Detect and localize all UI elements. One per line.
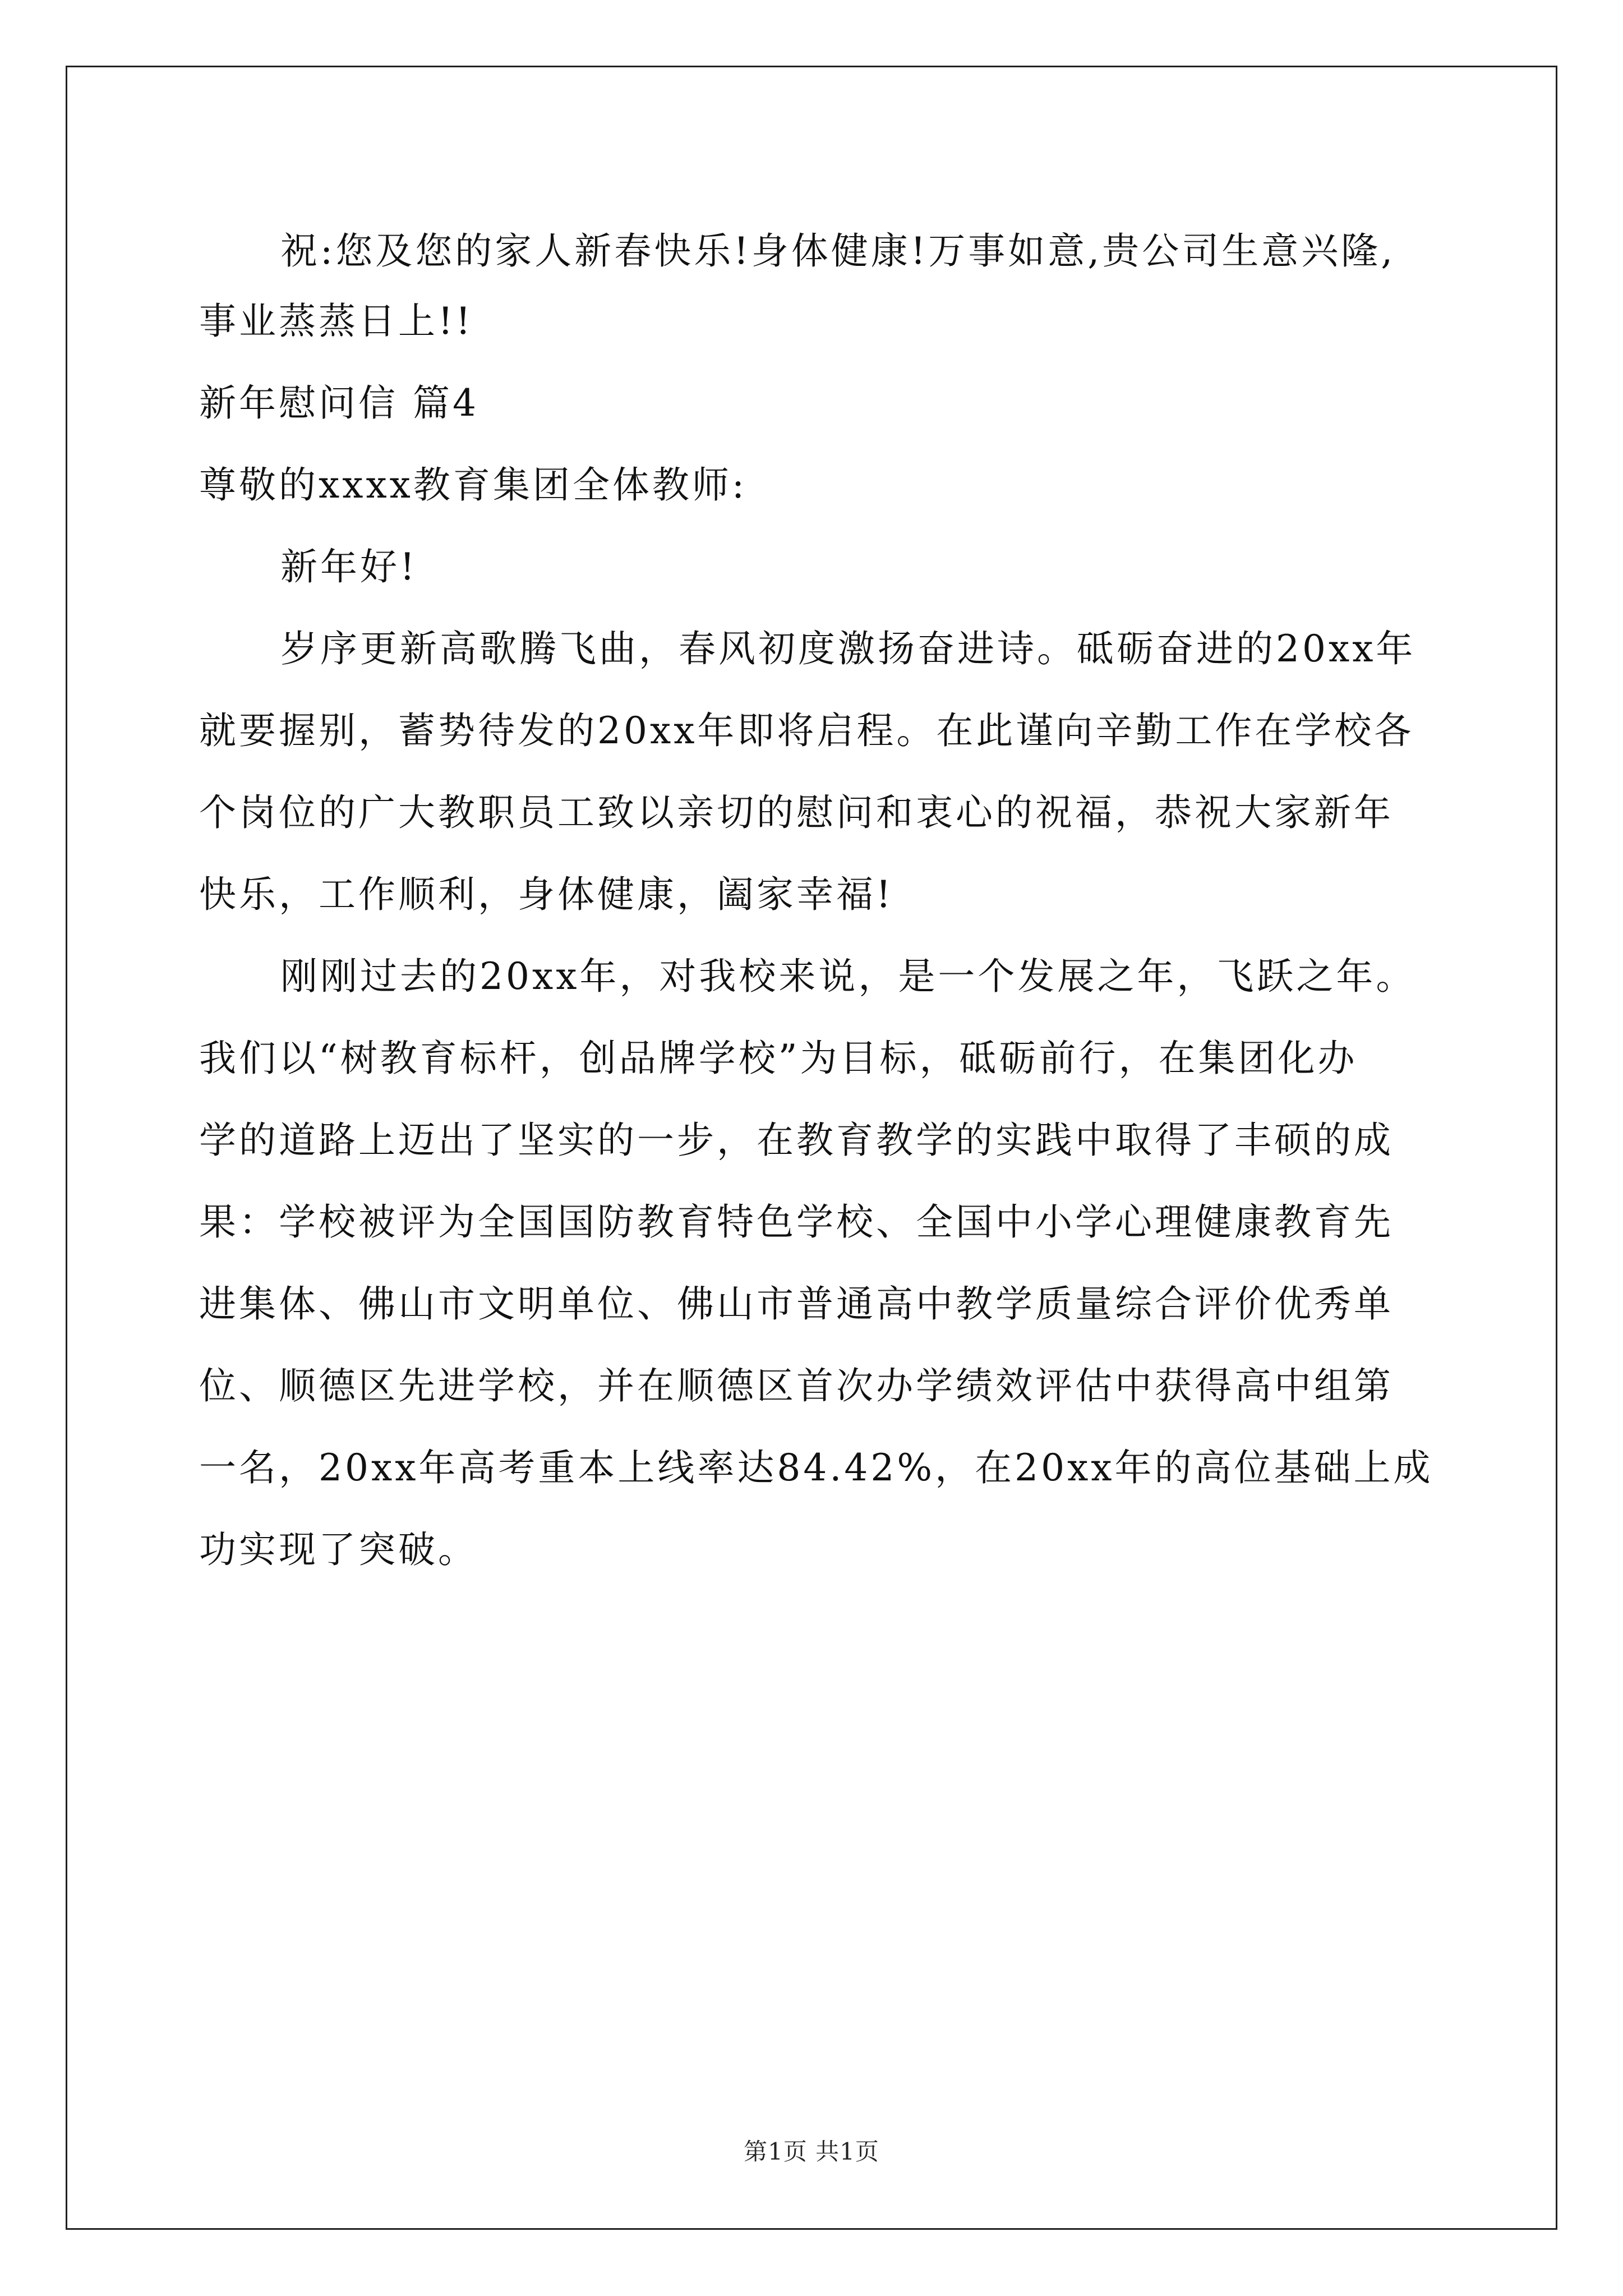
paragraph-2-line-5: 进集体、佛山市文明单位、佛山市普通高中教学质量综合评价优秀单: [199, 1282, 1394, 1326]
paragraph-1-line-4: 快乐，工作顺利，身体健康，阖家幸福!: [199, 873, 894, 916]
greeting-line-2: 事业蒸蒸日上!!: [199, 300, 474, 343]
paragraph-1-line-2: 就要握别，蓄势待发的20xx年即将启程。在此谨向辛勤工作在学校各: [199, 709, 1414, 752]
greeting-line-1: 祝:您及您的家人新春快乐!身体健康!万事如意,贵公司生意兴隆,: [280, 229, 1396, 273]
section-heading: 新年慰问信 篇4: [199, 381, 479, 425]
paragraph-1-line-3: 个岗位的广大教职员工致以亲切的慰问和衷心的祝福，恭祝大家新年: [199, 791, 1394, 834]
opening-greeting: 新年好!: [280, 545, 418, 588]
salutation: 尊敬的xxxx教育集团全体教师:: [199, 463, 748, 507]
page-footer: 第1页 共1页: [744, 2138, 879, 2165]
paragraph-2-line-3: 学的道路上迈出了坚实的一步，在教育教学的实践中取得了丰硕的成: [199, 1119, 1394, 1162]
paragraph-2-line-8: 功实现了突破。: [199, 1528, 478, 1571]
paragraph-2-line-1: 刚刚过去的20xx年，对我校来说，是一个发展之年，飞跃之年。: [280, 955, 1416, 998]
paragraph-2-line-7: 一名，20xx年高考重本上线率达84.42%，在20xx年的高位基础上成: [199, 1446, 1433, 1489]
paragraph-2-line-4: 果：学校被评为全国国防教育特色学校、全国中小学心理健康教育先: [199, 1200, 1394, 1244]
paragraph-2-line-6: 位、顺德区先进学校，并在顺德区首次办学绩效评估中获得高中组第: [199, 1364, 1394, 1407]
paragraph-1-line-1: 岁序更新高歌腾飞曲，春风初度激扬奋进诗。砥砺奋进的20xx年: [280, 627, 1416, 670]
paragraph-2-line-2: 我们以“树教育标杆，创品牌学校”为目标，砥砺前行，在集团化办: [199, 1037, 1358, 1080]
